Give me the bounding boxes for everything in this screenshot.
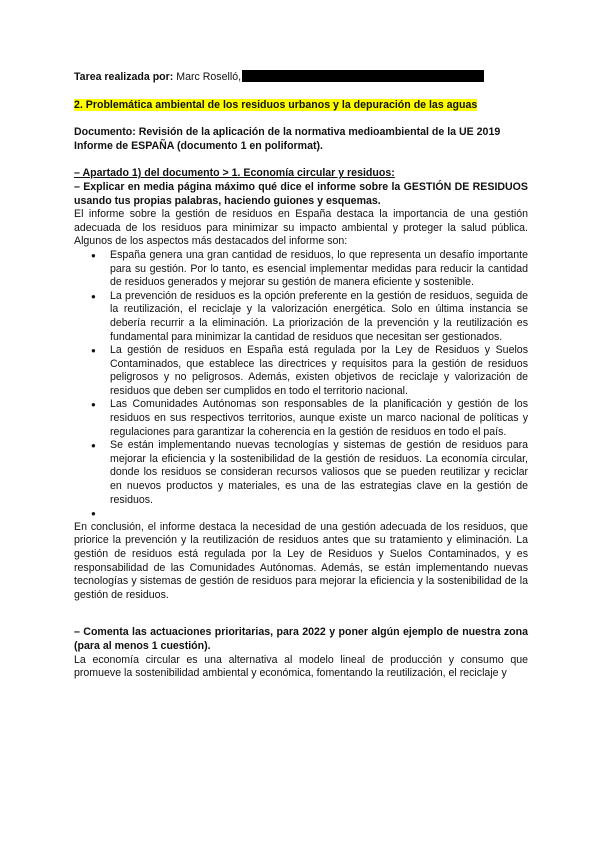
author-name: Marc Roselló, [176, 71, 242, 83]
document-reference-line-2: Informe de ESPAÑA (documento 1 en poliformat). [74, 139, 323, 152]
apartado-heading: – Apartado 1) del documento > 1. Economía circular y residuos: [74, 167, 395, 180]
question-2: – Comenta las actuaciones prioritarias, para 2022 y poner algún ejemplo de nuestra zona (para al menos 1 cuestión). [74, 626, 528, 652]
document-reference-line-1: Documento: Revisión de la aplicación de la normativa medioambiental de la UE 2019 [74, 126, 501, 139]
intro-paragraph: El informe sobre la gestión de residuos en España destaca la importancia de una gestión adecuada de los residuos para minimizar su impacto ambiental y proteger la salud pública. Algunos de los aspectos más destacados del informe son: [74, 208, 528, 248]
bullet-item: ● Las Comunidades Autónomas son responsables de la planificación y gestión de los residuos en sus respectivos territorios, aunque existe un marco nacional de políticas y regulaciones para garantizar la coherencia en la gestión de residuos en todo el país. [110, 398, 528, 439]
author-line [74, 70, 528, 85]
answer-2-paragraph: La economía circular es una alternativa al modelo lineal de producción y consumo que promueve la sostenibilidad ambiental y económica, fomentando la reutilización, el reciclaje y [74, 653, 528, 680]
bullet-item: ● Se están implementando nuevas tecnologías y sistemas de gestión de residuos para mejorar la eficiencia y la sostenibilidad de la gestión de residuos. La economía circular, donde los residuos se consideran recursos valiosos que se pueden reutilizar y reciclar en nuevos productos y materiales, es una de las estrategias clave en la gestión de residuos. [110, 439, 528, 507]
empty-bullet-item [110, 507, 528, 521]
apartado-heading-line [74, 167, 528, 181]
section-title: 2. Problemática ambiental de los residuos urbanos y la depuración de las aguas [74, 98, 478, 111]
bullet-list [74, 249, 528, 521]
conclusion-paragraph: En conclusión, el informe destaca la necesidad de una gestión adecuada de los residuos, que priorice la prevención y la reutilización de residuos antes que su tratamiento y eliminación. La gestión de residuos está regulada por la Ley de Residuos y Suelos Contaminados, y es responsabilidad de las Comunidades Autónomas. Además, se están implementando nuevas tecnologías y sistemas de gestión de residuos para mejorar la eficiencia y la sostenibilidad de la gestión de residuos. [74, 520, 528, 601]
bullet-item: ● La gestión de residuos en España está regulada por la Ley de Residuos y Suelos Contaminados, que establece las directrices y requisitos para la gestión de residuos peligrosos y no peligrosos. Además, existen objetivos de reciclaje y valorización de residuos que deben ser cumplidos en todo el territorio nacional. [110, 344, 528, 398]
bullet-item: ● España genera una gran cantidad de residuos, lo que representa un desafío importante para su gestión. Por lo tanto, es esencial implementar medidas para reducir la cantidad de residuos generados y mejorar su gestión de manera eficiente y sostenible. [110, 249, 528, 290]
document-body [74, 70, 528, 681]
author-label: Tarea realizada por: [74, 71, 174, 83]
section-title-line [74, 99, 528, 113]
redaction-bar [242, 70, 484, 82]
bullet-item: ● La prevención de residuos es la opción preferente en la gestión de residuos, seguida de la reutilización, el reciclaje y la valorización energética. Solo en última instancia se debería recurrir a la eliminación. La priorización de la prevención y la reutilización es fundamental para minimizar la cantidad de residuos que necesitan ser gestionados. [110, 290, 528, 344]
question-1: – Explicar en media página máximo qué dice el informe sobre la GESTIÓN DE RESIDUOS usando tus propias palabras, haciendo guiones y esquemas. [74, 180, 528, 207]
